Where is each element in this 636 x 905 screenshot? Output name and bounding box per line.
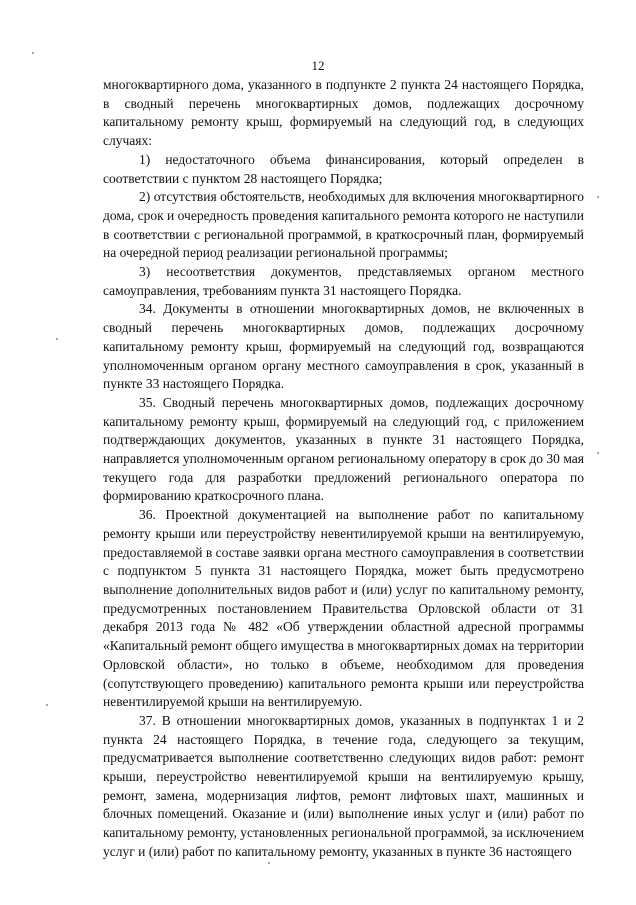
document-body [103, 76, 584, 862]
scan-speck [56, 338, 58, 340]
scan-speck [597, 196, 599, 198]
paragraph-36: 36. Проектной документацией на выполнение работ по капитальному ремонту крыши или переустройству невентилируемой крыши на вентилируемую, предоставляемой в составе заявки органа местного самоуправления в соответствии с подпунктом 5 пункта 31 настоящего Порядка, может быть предусмотрено выполнение дополнительных видов работ и (или) услуг по капитальному ремонту, предусмотренных постановлением Правительства Орловской области от 31 декабря 2013 года № 482 «Об утверждении областной адресной программы «Капитальный ремонт общего имущества в многоквартирных домах на территории Орловской области», но только в объеме, необходимом для проведения (сопутствующего проведению) капитального ремонта крыши или переустройства невентилируемой крыши на вентилируемую. [103, 507, 585, 710]
paragraph-item-3: 3) несоответствия документов, представляемых органом местного самоуправления, требованиям пункта 31 настоящего Порядка. [103, 264, 584, 298]
paragraph-item-2: 2) отсутствия обстоятельств, необходимых для включения многоквартирного дома, срок и очередность проведения капитального ремонта которого не наступили в соответствии с региональной программой, в краткосрочный план, формируемый на очередной период реализации региональной программы; [103, 189, 584, 261]
paragraph-continuation: многоквартирного дома, указанного в подпункте 2 пункта 24 настоящего Порядка, в сводный перечень многоквартирных домов, подлежащих досрочному капитальному ремонту крыш, формируемый на следующий год, в следующих случаях: [103, 77, 584, 149]
scan-speck [32, 52, 34, 54]
scan-speck [46, 704, 48, 706]
paragraph-34: 34. Документы в отношении многоквартирных домов, не включенных в сводный перечень многоквартирных домов, подлежащих досрочному капитальному ремонту крыш, формируемый на следующий год, возвращаются уполномоченным органом органу местного самоуправления в срок, указанный в пункте 33 настоящего Порядка. [103, 301, 584, 392]
scan-speck [597, 452, 599, 454]
paragraph-35: 35. Сводный перечень многоквартирных домов, подлежащих досрочному капитальному ремонту крыш, формируемый на следующий год, с приложением подтверждающих документов, указанных в пункте 31 настоящего Порядка, направляется уполномоченным органом региональному оператору в срок до 30 мая текущего года для разработки предложений регионального оператора по формированию краткосрочного плана. [103, 394, 584, 504]
paragraph-item-1: 1) недостаточного объема финансирования, который определен в соответствии с пунктом 28 настоящего Порядка; [103, 151, 584, 186]
paragraph-37: 37. В отношении многоквартирных домов, указанных в подпунктах 1 и 2 пункта 24 настоящего Порядка, в течение года, следующего за текущим, предусматривается выполнение соответственно следующих видов работ: ремонт крыши, переустройство невентилируемой крыши на вентилируемую крышу, ремонт, замена, модернизация лифтов, ремонт лифтовых шахт, машинных и блочных помещений. Оказание и (или) выполнение иных услуг и (или) работ по капитальному ремонту, установленных региональной программой, за исключением услуг и (или) работ по капитальному ремонту, указанных в пункте 36 настоящего [103, 712, 584, 859]
scan-speck [268, 862, 270, 864]
page-number: 12 [311, 58, 325, 73]
